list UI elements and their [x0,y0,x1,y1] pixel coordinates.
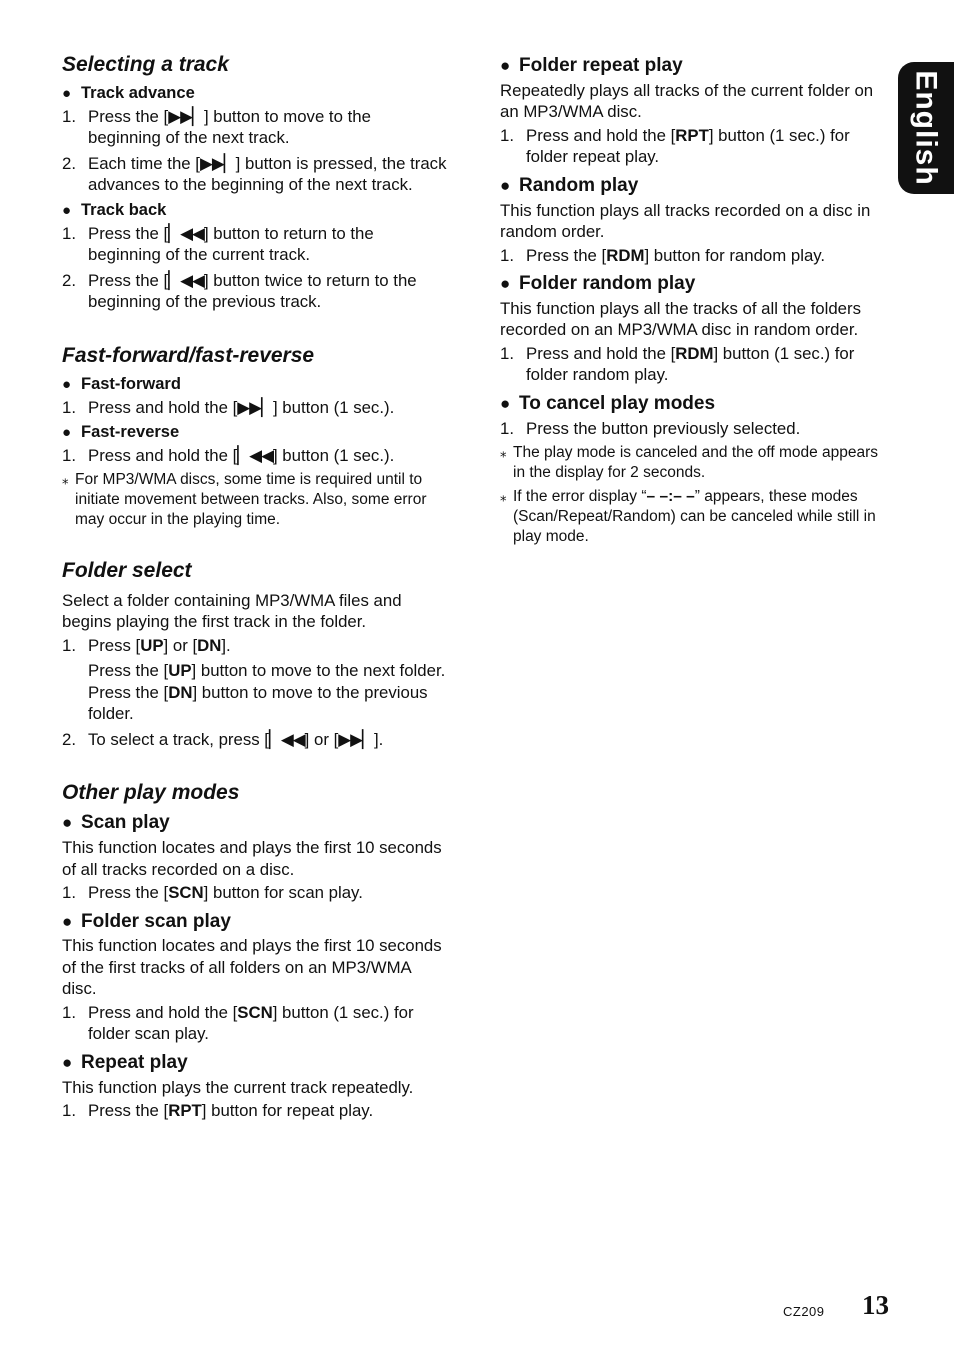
list-item: 1. Press and hold the [RPT] button (1 sec.) for folder repeat play. [500,125,850,167]
folder-scan-steps [62,1002,447,1045]
section-title-folder-select: Folder select [62,559,192,583]
folder-random-steps [500,343,890,386]
bullet-icon: ● [62,911,73,931]
fast-reverse-steps [62,445,447,467]
previous-track-icon: ▏◀◀ [268,729,305,749]
bullet-icon: ● [500,393,511,413]
list-item: 1. Press and hold the [▶▶▏] button (1 sec.). [62,397,395,417]
list-item: 1. Press the [▶▶▏] button to move to the beginning of the next track. [62,106,371,148]
bullet-icon: ● [62,375,72,393]
note-off-mode: ⁎ The play mode is canceled and the off mode appears in the display for 2 seconds. [500,444,879,481]
track-advance-steps [62,106,447,196]
repeat-play-steps [62,1100,447,1122]
bullet-icon: ● [62,201,72,219]
bullet-icon: ● [62,813,73,833]
asterisk-icon: ⁎ [500,445,507,460]
track-back-steps [62,223,447,313]
list-item: 1. Press the button previously selected. [500,418,801,438]
note-mp3-time: ⁎ For MP3/WMA discs, some time is required until to initiate movement between tracks. Also, some error may occur in the playing time. [62,471,427,529]
bullet-icon: ● [500,56,511,75]
bullet-icon: ● [62,85,72,103]
list-item: 2. Press the [▏◀◀] button twice to return to the beginning of the previous track. [62,270,417,312]
list-item: 1. Press [UP] or [DN]. [62,635,231,655]
folder-repeat-steps [500,125,890,168]
bullet-icon: ● [500,175,511,195]
scan-play-intro: This function locates and plays the first 10 seconds of all tracks recorded on a disc. [62,838,442,879]
subhead-track-advance: ● Track advance [62,84,195,103]
folder-scan-intro: This function locates and plays the first 10 seconds of the first tracks of all folders on an MP3/WMA disc. [62,936,442,999]
cancel-steps [500,418,890,440]
left-column [62,52,447,1126]
folder-random-intro: This function plays all the tracks of all the folders recorded on an MP3/WMA disc in random order. [500,298,861,340]
list-item: 1. Press and hold the [RDM] button (1 sec.) for folder random play. [500,343,855,385]
list-item: 1. Press the [RDM] button for random play. [500,245,826,265]
list-item: 2. To select a track, press [▏◀◀] or [▶▶▏]. [62,729,384,749]
folder-repeat-intro: Repeatedly plays all tracks of the current folder on an MP3/WMA disc. [500,80,874,122]
folder-select-steps [62,635,447,657]
subhead-random-play: ● Random play [500,174,639,196]
subhead-fast-forward: ● Fast-forward [62,374,181,393]
previous-track-icon: ▏◀◀ [168,270,204,290]
subhead-repeat-play: ● Repeat play [62,1051,188,1073]
random-play-steps [500,245,890,267]
model-code: CZ209 [783,1304,825,1319]
previous-track-icon: ▏◀◀ [237,445,273,465]
next-track-icon: ▶▶▏ [237,397,273,417]
subhead-scan-play: ● Scan play [62,812,170,834]
page-number: 13 [862,1290,889,1320]
subhead-folder-scan-play: ● Folder scan play [62,910,231,932]
repeat-play-intro: This function plays the current track repeatedly. [62,1077,414,1097]
subhead-track-back: ● Track back [62,200,167,219]
section-title-fast-forward: Fast-forward/fast-reverse [62,343,315,367]
asterisk-icon: ⁎ [500,489,507,504]
list-item: 2. Each time the [▶▶▏] button is pressed, the track advances to the beginning of the next track. [62,153,447,195]
section-title-other-modes: Other play modes [62,781,240,805]
random-play-intro: This function plays all tracks recorded on a disc in random order. [500,200,871,241]
section-title-selecting: Selecting a track [62,53,229,76]
previous-track-icon: ▏◀◀ [168,223,204,243]
next-track-icon: ▶▶▏ [199,153,236,173]
note-error-display: ⁎ If the error display “– –:– –” appears, these modes (Scan/Repeat/Random) can be canceled while still in play mode. [500,488,876,545]
next-track-icon: ▶▶▏ [338,729,374,749]
asterisk-icon: ⁎ [62,472,69,488]
folder-select-intro: Select a folder containing MP3/WMA files and begins playing the first track in the folder. [62,590,402,632]
bullet-icon: ● [62,1052,73,1072]
subhead-fast-reverse: ● Fast-reverse [62,423,180,442]
right-column [500,52,890,549]
subhead-folder-random-play: ● Folder random play [500,273,696,294]
list-item: 1. Press the [RPT] button for repeat play. [62,1101,374,1120]
list-item: 1. Press the [▏◀◀] button to return to the beginning of the current track. [62,223,374,265]
next-track-icon: ▶▶▏ [168,106,204,126]
folder-select-detail: Press the [UP] button to move to the next folder. Press the [DN] button to move to the previous folder. [88,661,446,724]
fast-forward-steps [62,397,447,419]
folder-select-steps-2 [62,729,447,751]
bullet-icon: ● [500,274,511,293]
scan-play-steps [62,882,447,904]
subhead-folder-repeat-play: ● Folder repeat play [500,55,683,76]
language-tab [898,62,954,194]
list-item: 1. Press the [SCN] button for scan play. [62,883,363,902]
language-tab-label: English [910,70,943,186]
list-item: 1. Press and hold the [SCN] button (1 sec.) for folder scan play. [62,1002,414,1044]
list-item: 1. Press and hold the [▏◀◀] button (1 sec.). [62,445,395,465]
subhead-cancel-play-modes: ● To cancel play modes [500,392,716,414]
bullet-icon: ● [62,424,72,442]
